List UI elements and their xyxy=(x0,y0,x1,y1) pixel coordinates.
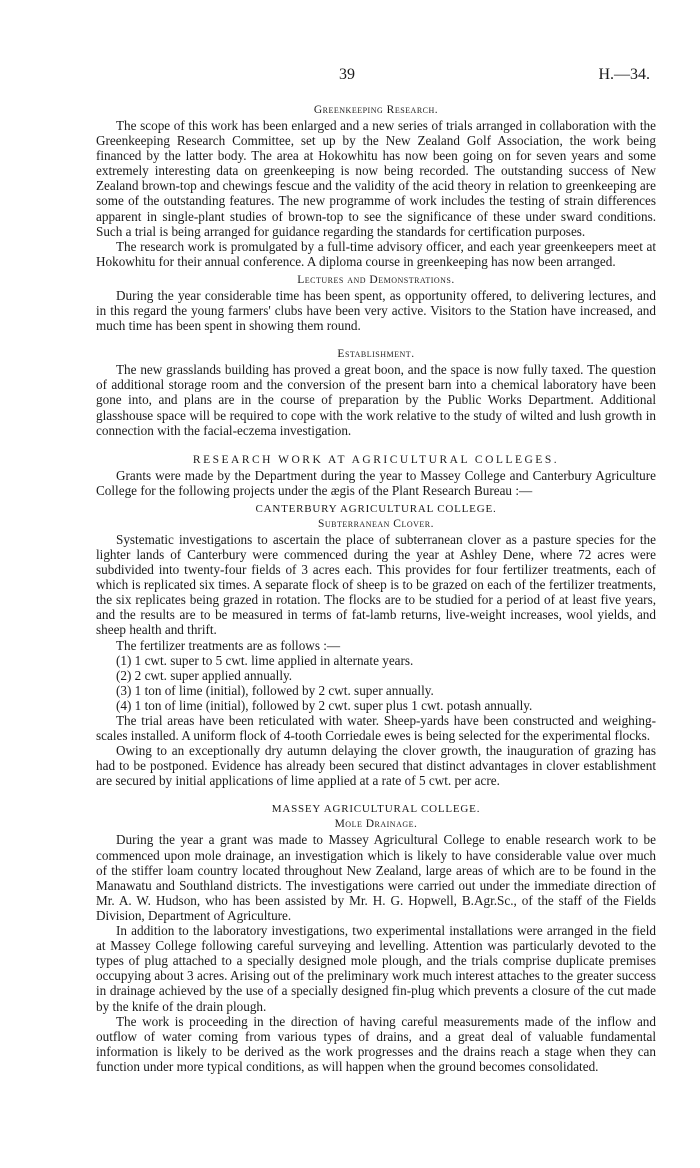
section-heading-establishment: Establishment. xyxy=(337,348,415,361)
treatment-list xyxy=(96,653,656,713)
page-number: 39 xyxy=(339,66,355,83)
paragraph: The new grasslands building has proved a great boon, and the space is now fully taxed. The question of additional storage room and the conversion of the present barn into a chemical laboratory have been gone into, and plans are in the course of preparation by the Public Works Department. Additional glasshouse space will be required to cope with the work relative to the study of wilted and lush growth in connection with the facial-eczema investigation. xyxy=(96,362,656,438)
section-heading-massey: MASSEY AGRICULTURAL COLLEGE. xyxy=(271,803,481,816)
subheading-mole-drainage: Mole Drainage. xyxy=(334,818,418,831)
paragraph: The research work is promulgated by a full-time advisory officer, and each year greenkeepers meet at Hokowhitu for their annual conference. A diploma course in greenkeeping has now been arranged. xyxy=(96,238,656,269)
section-heading-lectures: Lectures and Demonstrations. xyxy=(297,273,455,286)
paragraph: The fertilizer treatments are as follows :— xyxy=(116,637,341,653)
paragraph: Systematic investigations to ascertain the place of subterranean clover as a pasture species for the lighter lands of Canterbury were commenced during the year at Ashley Dene, where 72 acres were subdivided into twenty-four fields of 3 acres each. This provides for four fertilizer treatments, each of which is replicated six times. A separate flock of sheep is to be grazed on each of the fertilizer treatments, the six replicates being grazed in rotation. The flocks are to be studied for a period of at least five years, and the results are to be measured in terms of fat-lamb returns, live-weight increases, wool yields, and sheep health and thrift. xyxy=(96,531,656,638)
paragraph: During the year considerable time has been spent, as opportunity offered, to delivering lectures, and in this regard the young farmers' clubs have been very active. Visitors to the Station have increased, and much time has been spent in showing them round. xyxy=(96,287,656,334)
list-item: (4) 1 ton of lime (initial), followed by 2 cwt. super plus 1 cwt. potash annually. xyxy=(116,697,533,713)
page-header xyxy=(0,66,700,88)
paragraph: Grants were made by the Department during the year to Massey College and Canterbury Agriculture College for the following projects under the ægis of the Plant Research Bureau :— xyxy=(96,467,656,498)
section-heading-canterbury: CANTERBURY AGRICULTURAL COLLEGE. xyxy=(255,502,497,515)
paragraph: In addition to the laboratory investigations, two experimental installations were arranged in the field at Massey College following careful surveying and levelling. Attention was particularly devoted to the types of plug attached to a specially designed mole plough, and the trials comprise duplicate premises occupying about 3 acres. Arising out of the preliminary work much interest attaches to the greater success in drainage achieved by the use of a specially designed fin-plug which prevents a closure of the cut made by the knife of the drain plough. xyxy=(96,923,656,1014)
paragraph: The trial areas have been reticulated with water. Sheep-yards have been constructed and weighing-scales installed. A uniform flock of 4-tooth Corriedale ewes is being selected for the experimental flocks. xyxy=(96,713,656,744)
list-item: (3) 1 ton of lime (initial), followed by 2 cwt. super annually. xyxy=(116,682,434,698)
subheading-subterranean-clover: Subterranean Clover. xyxy=(317,517,435,530)
document-reference: H.—34. xyxy=(598,66,650,83)
paragraph: The scope of this work has been enlarged and a new series of trials arranged in collaboration with the Greenkeeping Research Committee, set up by the New Zealand Golf Association, the work being financed by the latter body. The area at Hokowhitu has now been going on for seven years and some extremely interesting data on greenkeeping is now being recorded. The outstanding success of New Zealand brown-top and chewings fescue and the validity of the acid theory in relation to greenkeeping are some of the outstanding features. The new programme of work includes the testing of strain differences apparent in single-plant studies of brown-top to see the significance of these under sward conditions. Such a trial is being arranged for guidance regarding the standards for certification purposes. xyxy=(96,118,656,239)
paragraph: Owing to an exceptionally dry autumn delaying the clover growth, the inauguration of grazing has had to be postponed. Evidence has already been secured that distinct advantages in clover establishment are secured by initial applications of lime applied at a rate of 5 cwt. per acre. xyxy=(96,743,656,789)
section-heading-research-colleges: RESEARCH WORK AT AGRICULTURAL COLLEGES. xyxy=(192,453,560,466)
section-heading-greenkeeping: Greenkeeping Research. xyxy=(313,104,439,116)
list-item: (2) 2 cwt. super applied annually. xyxy=(116,667,293,683)
body-text xyxy=(96,103,656,1074)
paragraph: During the year a grant was made to Massey Agricultural College to enable research work to be commenced upon mole drainage, an investigation which is likely to have considerable value over much of the stiffer loam country located throughout New Zealand, large areas of which are to be found in the Manawatu and Southland districts. The investigations were carried out under the immediate direction of Mr. A. W. Hudson, who has been assisted by Mr. H. G. Hopwell, B.Agr.Sc., of the staff of the Fields Division, Department of Agriculture. xyxy=(96,832,656,923)
list-item: (1) 1 cwt. super to 5 cwt. lime applied in alternate years. xyxy=(116,652,414,668)
paragraph: The work is proceeding in the direction of having careful measurements made of the inflow and outflow of water coming from various types of drains, and a great deal of valuable fundamental information is likely to be derived as the work progresses and the drains reach a stage when they can function under more typical conditions, as will happen when the ground becomes consolidated. xyxy=(96,1013,656,1074)
